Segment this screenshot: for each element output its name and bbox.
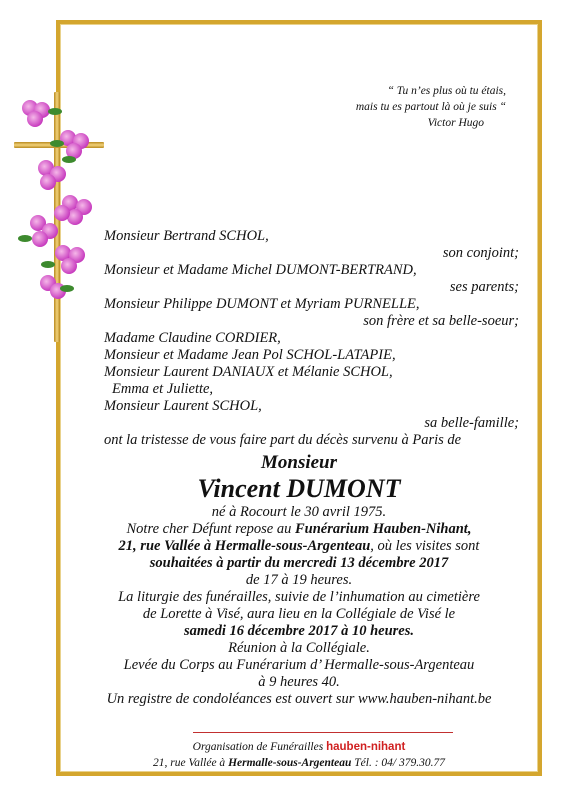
detail-emphasis: Funérarium Hauben-Nihant, <box>294 521 472 537</box>
family-line: Monsieur Bertrand SCHOL, <box>104 228 269 244</box>
family-line: Madame Claudine CORDIER, <box>104 330 281 346</box>
detail-line <box>60 657 538 674</box>
family-line: Emma et Juliette, <box>112 381 214 397</box>
family-line: Monsieur Laurent SCHOL, <box>104 398 262 414</box>
organisation-label: Organisation de Funérailles <box>192 741 327 753</box>
detail-line <box>60 504 538 521</box>
detail-line <box>60 674 538 691</box>
detail-emphasis: 21, rue Vallée à Hermalle-sous-Argenteau <box>118 538 371 554</box>
detail-text: Un registre de condoléances est ouvert sur www.hauben-nihant.be <box>106 691 492 707</box>
detail-text: , où les visites sont <box>370 538 480 554</box>
detail-line <box>60 691 538 708</box>
detail-line <box>60 640 538 657</box>
family-line: sa belle-famille; <box>424 415 519 431</box>
detail-text: de Lorette à Visé, aura lieu en la Collégiale de Visé le <box>142 606 456 622</box>
detail-emphasis: souhaitées à partir du mercredi 13 décembre 2017 <box>149 555 449 571</box>
family-line: Monsieur Laurent DANIAUX et Mélanie SCHOL, <box>104 364 393 380</box>
detail-text: à 9 heures 40. <box>258 674 340 690</box>
detail-line <box>60 538 538 555</box>
family-line: Monsieur et Madame Jean Pol SCHOL-LATAPIE, <box>104 347 396 363</box>
quote-line: mais tu es partout là où je suis “ <box>355 101 506 113</box>
detail-line <box>60 521 538 538</box>
organisation-line <box>60 740 538 755</box>
detail-line <box>60 606 538 623</box>
address-town: Hermalle-sous-Argenteau <box>228 757 352 769</box>
quote-author: Victor Hugo <box>427 117 484 129</box>
family-line: son frère et sa belle-soeur; <box>363 313 519 329</box>
detail-text: Notre cher Défunt repose au <box>126 521 295 537</box>
quote-line: “ Tu n’es plus où tu étais, <box>387 85 506 97</box>
detail-text: Réunion à la Collégiale. <box>228 640 370 656</box>
detail-text: né à Rocourt le 30 avril 1975. <box>211 504 387 520</box>
detail-text: de 17 à 19 heures. <box>245 572 353 588</box>
detail-line <box>60 589 538 606</box>
footer-divider <box>193 732 453 733</box>
detail-line <box>60 623 538 640</box>
family-line: ses parents; <box>449 279 519 295</box>
deceased-name: Vincent DUMONT <box>197 474 401 503</box>
address-prefix: 21, rue Vallée à <box>153 757 229 769</box>
family-line: Monsieur Philippe DUMONT et Myriam PURNELLE, <box>104 296 420 312</box>
family-line: Monsieur et Madame Michel DUMONT-BERTRAND, <box>104 262 417 278</box>
family-line: son conjoint; <box>442 245 519 261</box>
quote-block <box>356 83 506 131</box>
detail-text: Levée du Corps au Funérarium d’ Hermalle-sous-Argenteau <box>123 657 475 673</box>
phone-number: Tél. : 04/ 379.30.77 <box>351 757 445 769</box>
deceased-title: Monsieur <box>260 452 338 473</box>
detail-emphasis: samedi 16 décembre 2017 à 10 heures. <box>184 623 414 639</box>
address-line <box>60 756 538 771</box>
brand-logo: hauben-nihant <box>326 741 406 753</box>
detail-line <box>60 555 538 572</box>
detail-line <box>60 572 538 589</box>
family-line: ont la tristesse de vous faire part du décès survenu à Paris de <box>104 432 462 448</box>
detail-text: La liturgie des funérailles, suivie de l’inhumation au cimetière <box>118 589 480 605</box>
